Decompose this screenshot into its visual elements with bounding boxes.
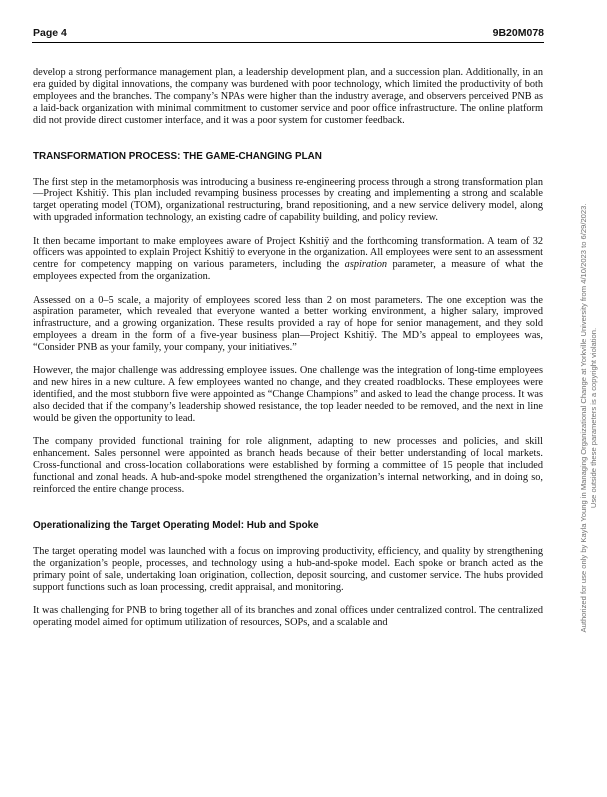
paragraph-6: The company provided functional training for role alignment, adapting to new processes and policies, and skill enhancement. Sales personnel were appointed as branch heads because of their better understanding of local markets. Cross-functional and cross-location collaborations were established by forming a committee of 15 people that included functional and zonal heads. A hub-and-spoke model strengthened the organization’s internal networking, and in doing so, reinforced the entire change process. bbox=[33, 436, 543, 496]
paragraph-2: The first step in the metamorphosis was introducing a business re-engineering process through a strong transformation plan—Project Kshitiÿ. This plan included revamping business processes by creating and implementing a strong and scalable target operating model (TOM), organizational restructuring, brand repositioning, and a new service delivery model, along with upgraded information technology, an existing cadre of capability building, and policy review. bbox=[33, 176, 543, 224]
watermark-line-1: Authorized for use only by Kayla Young in Managing Organizational Change at Yorkville University from 4/10/2023 to 6/29/2023. bbox=[579, 203, 588, 633]
page-number: Page 4 bbox=[33, 27, 67, 39]
document-code: 9B20M078 bbox=[492, 27, 544, 39]
paragraph-5: However, the major challenge was addressing employee issues. One challenge was the integration of long-time employees and new hires in a new culture. A few employees wanted no change, and they created roadblocks. These employees were identified, and the most stubborn five were appointed as “Change Champions” and asked to lead the change process. It was also decided that if the company’s leadership showed resistance, the top leader needed to be removed, and the next in line would be given the opportunity to lead. bbox=[33, 365, 543, 425]
paragraph-3-text-a: It then became important to make employees aware of Project Kshitiÿ and the forthcoming transformation. A team of 32 officers was appointed to explain Project Kshitiÿ to everyone in the organization. All employees were sent to an assessment centre for competency mapping on various parameters, including the bbox=[33, 235, 543, 271]
paragraph-3-emphasis: aspiration bbox=[344, 259, 388, 271]
paragraph-4: Assessed on a 0–5 scale, a majority of employees scored less than 2 on most parameters. The one exception was the aspiration parameter, which revealed that everyone wanted a better working environment, a higher salary, improved infrastructure, and a growing organization. These results provided a ray of hope for senior management, and they sold employees a dream in the form of a five-year business plan—Project Kshitiÿ. The MD’s appeal to employees was, “Consider PNB as your family, your company, your initiatives.” bbox=[33, 294, 543, 354]
paragraph-7: The target operating model was launched with a focus on improving productivity, efficiency, and quality by strengthening the organization’s people, processes, and technology using a hub-and-spoke model. Each spoke or branch acted as the primary point of sale, undertaking loan origination, collection, deposit sourcing, and customer service. The hubs provided support functions such as loan processing, credit appraisal, and monitoring. bbox=[33, 545, 543, 593]
paragraph-1: develop a strong performance management plan, a leadership development plan, and a succession plan. Additionally, in an era guided by digital innovations, the company was burdened with poor technology, which limited the productivity of both employees and the branches. The company’s NPAs were higher than the industry average, and observers perceived PNB as a laid-back organization with minimal commitment to customer service and poor office infrastructure. The online platform did not provide direct customer interface, and it was a poor system for customer feedback. bbox=[33, 67, 543, 126]
subsection-heading-hub-spoke: Operationalizing the Target Operating Model: Hub and Spoke bbox=[33, 519, 319, 531]
section-heading-transformation: TRANSFORMATION PROCESS: THE GAME-CHANGING PLAN bbox=[33, 150, 322, 162]
paragraph-8: It was challenging for PNB to bring together all of its branches and zonal offices under centralized control. The centralized operating model aimed for optimum utilization of resources, SOPs, and a scalable and bbox=[33, 604, 543, 628]
document-body bbox=[33, 67, 543, 629]
paragraph-3-text-b: parameter, a measure of what the employees expected from the organization. bbox=[33, 259, 543, 283]
watermark-line-2: Use outside these parameters is a copyright violation. bbox=[589, 327, 598, 509]
paragraph-3 bbox=[33, 236, 543, 284]
page-header bbox=[32, 26, 544, 43]
